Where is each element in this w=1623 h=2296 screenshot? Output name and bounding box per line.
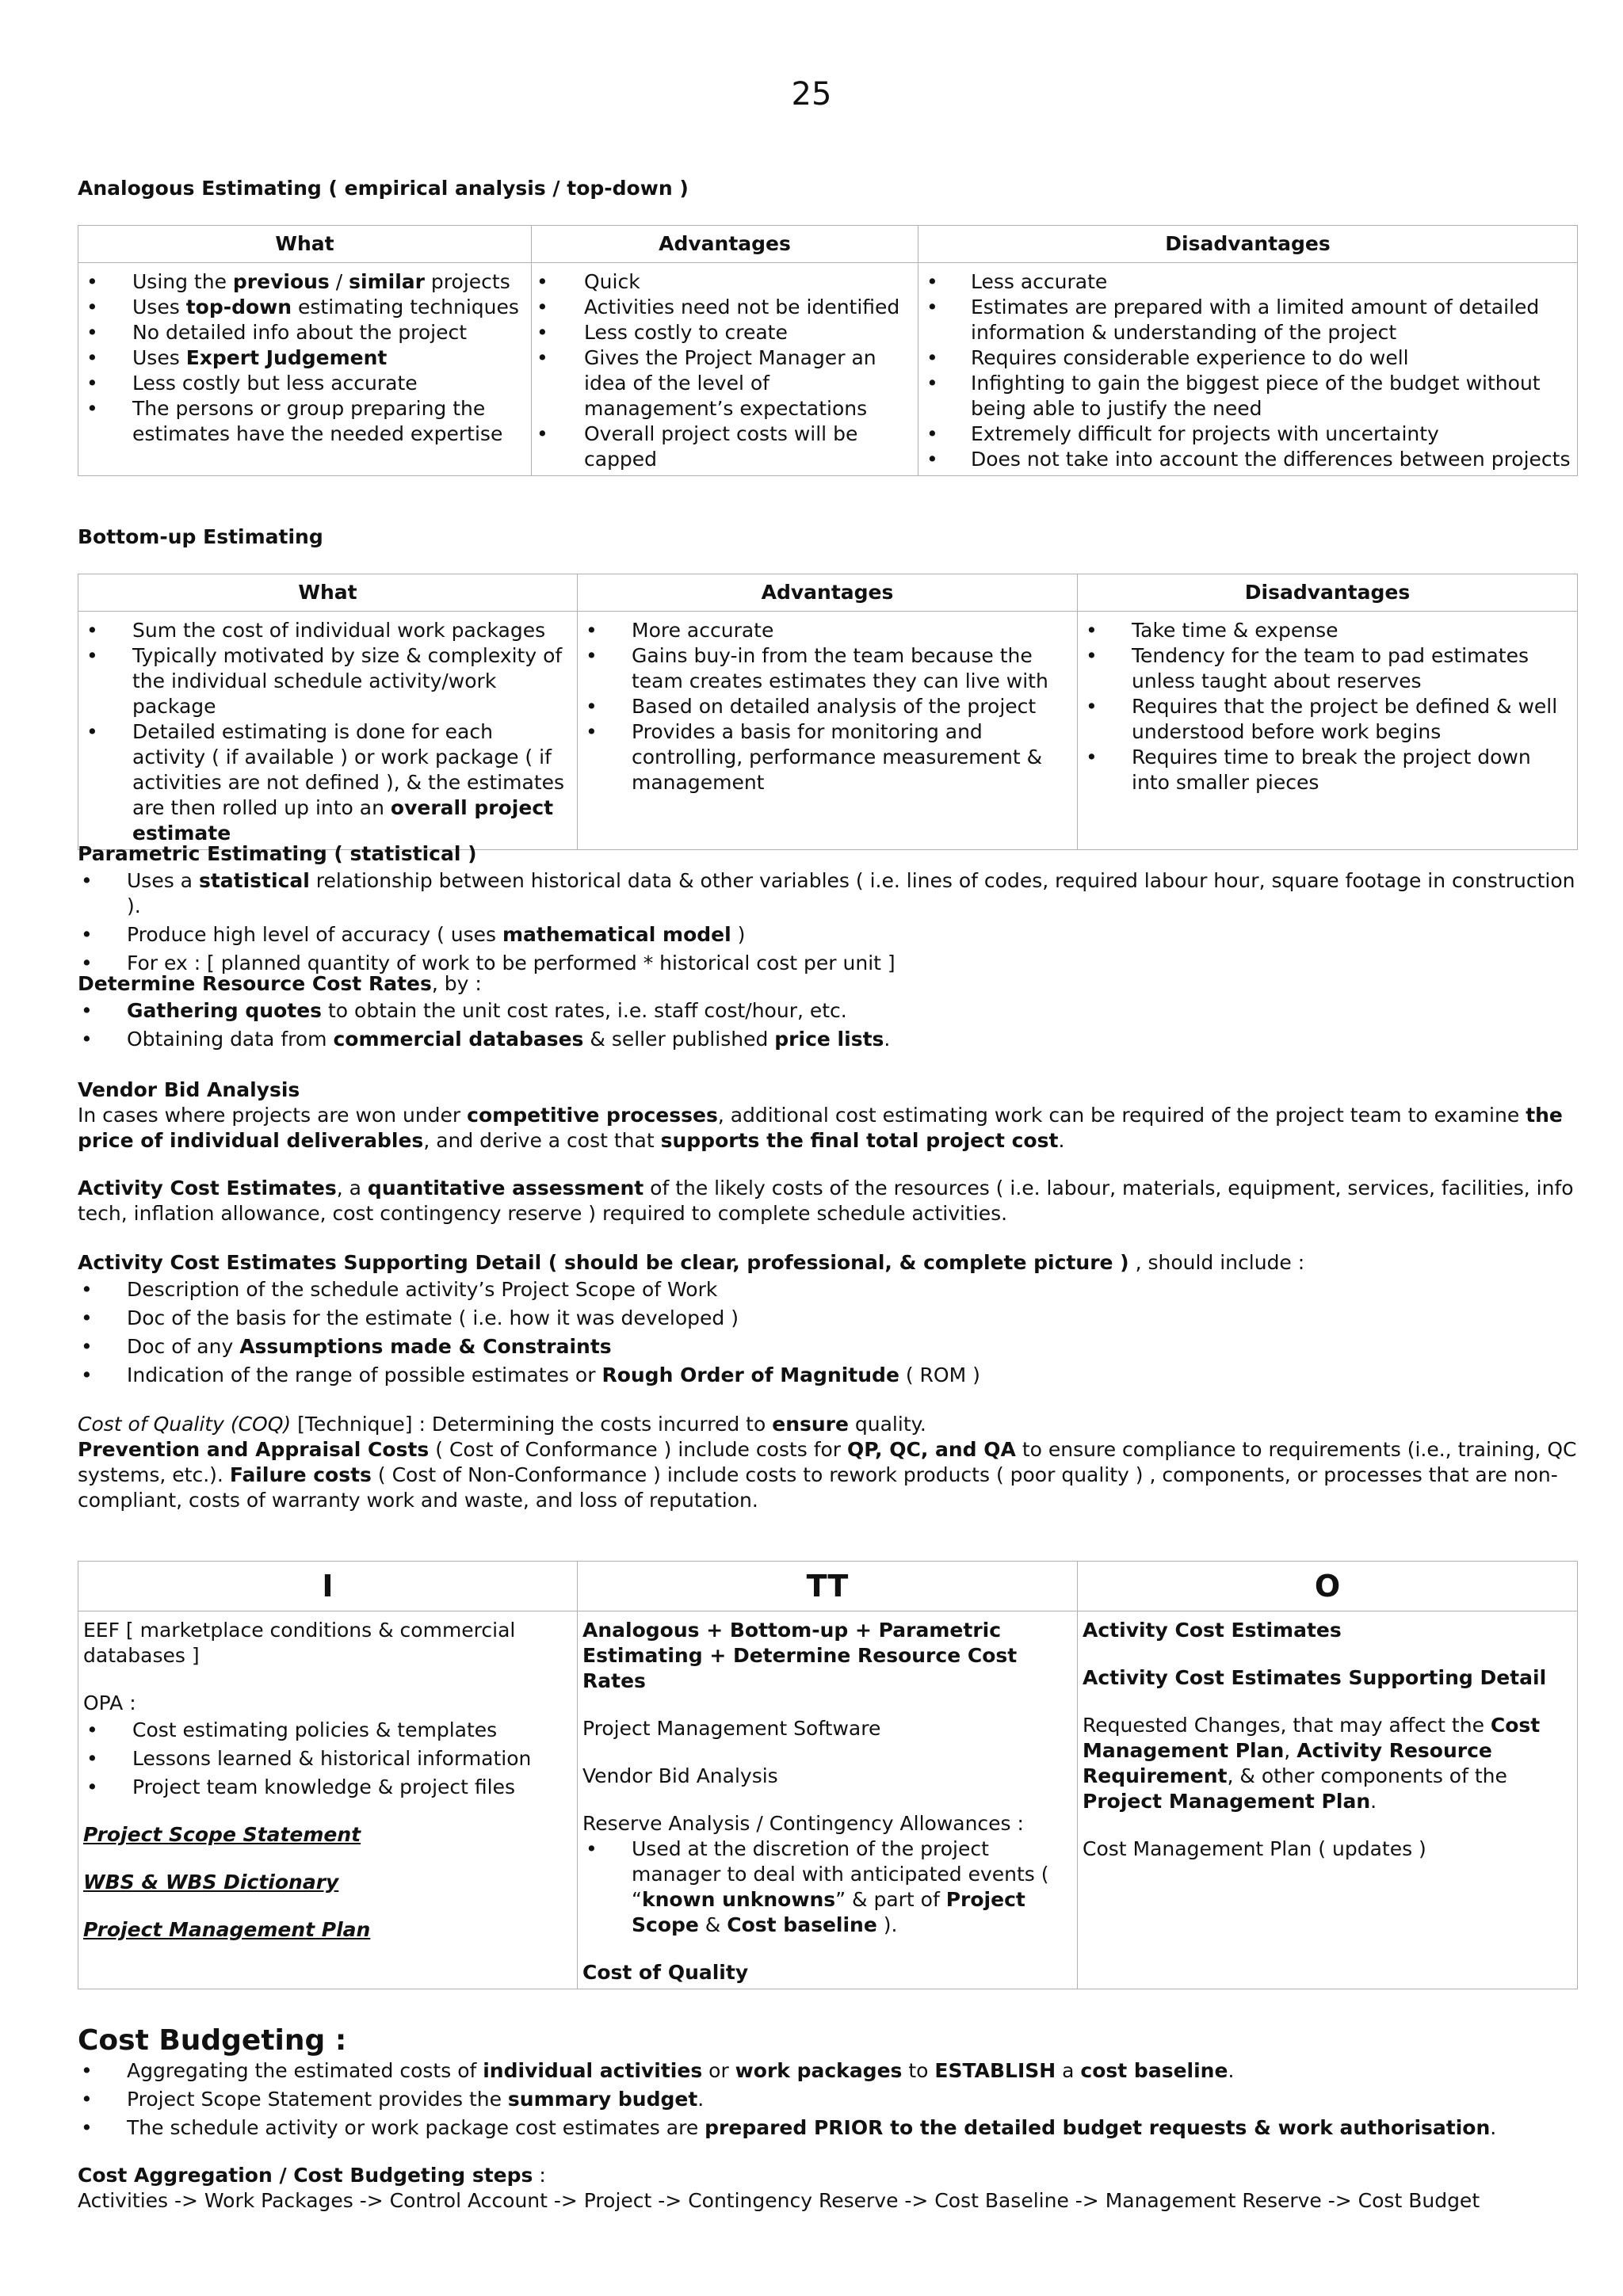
list-item: • Indication of the range of possible estimates or Rough Order of Magnitude ( ROM ) <box>78 1363 1577 1388</box>
bottomup-disadvantages-cell <box>1078 612 1578 850</box>
list-item: • Sum the cost of individual work packages <box>83 618 572 643</box>
supporting-heading: Activity Cost Estimates Supporting Detail ( should be clear, professional, & complete picture ) , should include : <box>78 1251 1305 1274</box>
coq-line-2: Prevention and Appraisal Costs ( Cost of Conformance ) include costs for QP, QC, and QA to ensure compliance to requirements (i.e., training, QC systems, etc.). Failure costs ( Cost of Non-Conformance ) include costs to rework products ( poor quality ) , components, or processes that are non-compliant, costs of warranty work and waste, and loss of reputation. <box>78 1438 1577 1512</box>
resource-heading: Determine Resource Cost Rates, by : <box>78 972 482 995</box>
list-item: • Typically motivated by size & complexity of the individual schedule activity/work package <box>83 643 572 719</box>
bottomup-heading: Bottom-up Estimating <box>78 525 323 548</box>
output-activity-cost-estimates: Activity Cost Estimates <box>1083 1619 1342 1642</box>
analogous-table <box>78 225 1578 476</box>
resource-section <box>78 971 1577 1052</box>
column-header-what: What <box>78 574 578 612</box>
list-item: • Tendency for the team to pad estimates unless taught about reserves <box>1083 643 1572 694</box>
itto-tools-cell <box>578 1611 1078 1989</box>
list-item: • Cost estimating policies & templates <box>83 1718 572 1743</box>
itto-table <box>78 1561 1578 1989</box>
list-item: • Extremely difficult for projects with uncertainty <box>923 421 1572 447</box>
tool-reserve-analysis: Reserve Analysis / Contingency Allowances : <box>582 1812 1024 1835</box>
itto-outputs-cell <box>1078 1611 1578 1989</box>
supporting-section <box>78 1250 1577 1388</box>
list-item: • Doc of any Assumptions made & Constraints <box>78 1334 1577 1360</box>
input-wbs: WBS & WBS Dictionary <box>83 1871 339 1894</box>
column-header-disadvantages: Disadvantages <box>1078 574 1578 612</box>
budgeting-steps: Activities -> Work Packages -> Control Account -> Project -> Contingency Reserve -> Cost Baseline -> Management Reserve -> Cost Budget <box>78 2189 1480 2212</box>
budgeting-steps-heading: Cost Aggregation / Cost Budgeting steps : <box>78 2164 546 2187</box>
analogous-disadvantages-cell <box>918 263 1578 476</box>
list-item: • Project team knowledge & project files <box>83 1775 572 1800</box>
list-item: • Requires considerable experience to do well <box>923 345 1572 371</box>
list-item: • Aggregating the estimated costs of individual activities or work packages to ESTABLISH a cost baseline. <box>78 2058 1577 2084</box>
list-item: • Provides a basis for monitoring and controlling, performance measurement & management <box>582 719 1072 795</box>
list-item: • For ex : [ planned quantity of work to be performed * historical cost per unit ] <box>78 951 1577 976</box>
tool-pm-software: Project Management Software <box>582 1717 881 1740</box>
list-item: • Estimates are prepared with a limited amount of detailed information & understanding of the project <box>923 295 1572 345</box>
column-header-outputs: O <box>1078 1562 1578 1611</box>
input-pmp: Project Management Plan <box>83 1918 371 1941</box>
list-item: • The schedule activity or work package cost estimates are prepared PRIOR to the detailed budget requests & work authorisation. <box>78 2115 1577 2141</box>
page-number: 25 <box>791 76 832 113</box>
list-item: • Take time & expense <box>1083 618 1572 643</box>
output-supporting-detail: Activity Cost Estimates Supporting Detail <box>1083 1666 1547 1689</box>
budgeting-section <box>78 2023 1577 2214</box>
list-item: • Based on detailed analysis of the project <box>582 694 1072 719</box>
column-header-disadvantages: Disadvantages <box>918 226 1578 263</box>
list-item: • Gains buy-in from the team because the team creates estimates they can live with <box>582 643 1072 694</box>
analogous-what-cell <box>78 263 532 476</box>
list-item: • Description of the schedule activity’s Project Scope of Work <box>78 1277 1577 1302</box>
list-item: • Using the previous / similar projects <box>83 269 526 295</box>
list-item: • Uses a statistical relationship between historical data & other variables ( i.e. lines of codes, required labour hour, square footage in construction ). <box>78 868 1577 919</box>
tool-estimating: Analogous + Bottom-up + Parametric Estimating + Determine Resource Cost Rates <box>582 1619 1018 1692</box>
itto-inputs-cell <box>78 1611 578 1989</box>
list-item: • The persons or group preparing the estimates have the needed expertise <box>83 396 526 447</box>
list-item: • Gathering quotes to obtain the unit cost rates, i.e. staff cost/hour, etc. <box>78 998 1577 1024</box>
list-item: • Less costly to create <box>533 320 913 345</box>
coq-line-1: Cost of Quality (COQ) [Technique] : Determining the costs incurred to ensure quality. <box>78 1413 926 1436</box>
output-requested-changes: Requested Changes, that may affect the Cost Management Plan, Activity Resource Requirement, & other components of the Project Management Plan. <box>1083 1714 1541 1813</box>
input-pss: Project Scope Statement <box>83 1823 361 1846</box>
list-item: • Uses Expert Judgement <box>83 345 526 371</box>
list-item: • Detailed estimating is done for each activity ( if available ) or work package ( if activities are not defined ), & the estimates are then rolled up into an overall project estimate <box>83 719 572 846</box>
column-header-what: What <box>78 226 532 263</box>
list-item: • More accurate <box>582 618 1072 643</box>
list-item: • Requires time to break the project down into smaller pieces <box>1083 745 1572 795</box>
bottomup-what-cell <box>78 612 578 850</box>
analogous-advantages-cell <box>532 263 918 476</box>
list-item: • Less costly but less accurate <box>83 371 526 396</box>
list-item: • Produce high level of accuracy ( uses mathematical model ) <box>78 922 1577 948</box>
list-item: • Gives the Project Manager an idea of the level of management’s expectations <box>533 345 913 421</box>
bottomup-table <box>78 574 1578 850</box>
list-item: • Requires that the project be defined & well understood before work begins <box>1083 694 1572 745</box>
list-item: • Lessons learned & historical information <box>83 1746 572 1772</box>
vendor-heading: Vendor Bid Analysis <box>78 1078 300 1101</box>
list-item: • Does not take into account the differences between projects <box>923 447 1572 472</box>
list-item: • Quick <box>533 269 913 295</box>
activity-cost-text: Activity Cost Estimates, a quantitative assessment of the likely costs of the resources ( i.e. labour, materials, equipment, services, facilities, info tech, inflation allowance, cost contingency reserve ) required to complete schedule activities. <box>78 1177 1574 1225</box>
bottomup-advantages-cell <box>578 612 1078 850</box>
output-cost-management-plan: Cost Management Plan ( updates ) <box>1083 1837 1426 1860</box>
list-item: • Activities need not be identified <box>533 295 913 320</box>
input-eef: EEF [ marketplace conditions & commercial databases ] <box>83 1619 516 1667</box>
list-item: • Used at the discretion of the project manager to deal with anticipated events ( “known unknowns” & part of Project Scope & Cost baseline ). <box>582 1836 1072 1938</box>
input-opa: OPA : <box>83 1691 136 1714</box>
coq-section <box>78 1412 1577 1513</box>
list-item: • Doc of the basis for the estimate ( i.e. how it was developed ) <box>78 1306 1577 1331</box>
vendor-text: In cases where projects are won under competitive processes, additional cost estimating work can be required of the project team to examine the price of individual deliverables, and derive a cost that supports the final total project cost. <box>78 1104 1563 1152</box>
list-item: • Overall project costs will be capped <box>533 421 913 472</box>
tool-cost-of-quality: Cost of Quality <box>582 1961 749 1984</box>
list-item: • No detailed info about the project <box>83 320 526 345</box>
list-item: • Uses top-down estimating techniques <box>83 295 526 320</box>
budgeting-heading: Cost Budgeting : <box>78 2024 347 2057</box>
parametric-heading: Parametric Estimating ( statistical ) <box>78 842 477 865</box>
list-item: • Less accurate <box>923 269 1572 295</box>
column-header-tools: TT <box>578 1562 1078 1611</box>
vendor-section <box>78 1077 1577 1154</box>
list-item: • Project Scope Statement provides the summary budget. <box>78 2087 1577 2112</box>
parametric-section <box>78 841 1577 976</box>
tool-vendor-bid: Vendor Bid Analysis <box>582 1764 778 1787</box>
column-header-advantages: Advantages <box>578 574 1078 612</box>
analogous-heading: Analogous Estimating ( empirical analysis / top-down ) <box>78 177 689 200</box>
column-header-inputs: I <box>78 1562 578 1611</box>
list-item: • Infighting to gain the biggest piece of the budget without being able to justify the need <box>923 371 1572 421</box>
column-header-advantages: Advantages <box>532 226 918 263</box>
list-item: • Obtaining data from commercial databases & seller published price lists. <box>78 1027 1577 1052</box>
